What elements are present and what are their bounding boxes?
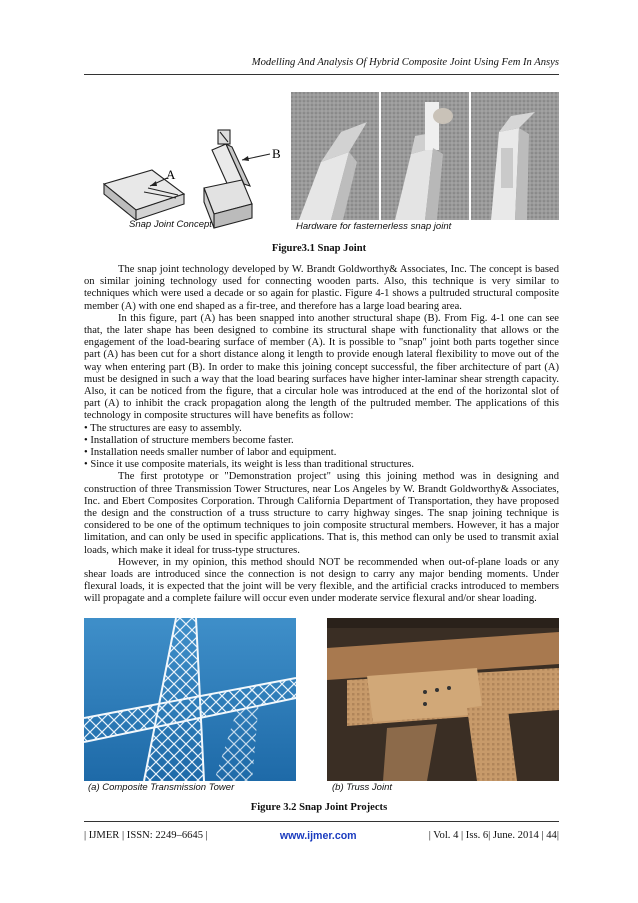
hardware-photo-strip [291,92,559,220]
hardware-photo-3 [471,92,559,220]
bullet-item: • Installation needs smaller number of labor and equipment. [84,447,337,459]
bullet-item: • Since it use composite materials, its weight is less than traditional structures. [84,459,414,471]
page-footer [84,830,559,842]
label-a: A [166,167,176,182]
footer-volume: | Vol. 4 | Iss. 6| June. 2014 | 44| [428,830,559,841]
footer-journal: | IJMER | ISSN: 2249–6645 | [84,830,208,841]
paragraph-4: However, in my opinion, this method should NOT be recommended when out-of-plane loads or any shear loads are introduced since the connection is not design to carry any major bending moments. Under flexural loads, it is expected that the joint will be very flexible, and the artificial cracks introduced to members will propagate and a complete failure will occur even under moderate service flexural and/or shear loading. [84,556,559,605]
paragraph-2: In this figure, part (A) has been snapped into another structural shape (B). From Fig. 4-1 one can see that, the later shape has been designed to combine its structural shape with functionality that allows or the engagement of the load-bearing surface of member (A). It is possible to "snap" joint both parts together since part (A) has been cut for a short distance along it length to provide enough lateral flexibility to move out of the way when entering part (B). In order to make this joining concept successful, the fiber architecture of part (A) must be designed in such a way that the load bearing surfaces have higher inter-laminar shear strength capacity. Also, it can be noticed from the figure, that a circular hole was introduced at the end of the horizontal slot of part (A) to inhibit the crack propagation along the length of the pultruded member. The applications of this technology in composite structures will have benefits as follow: [84,312,559,422]
header-rule [84,74,559,75]
truss-joint-photo [327,618,559,781]
hardware-caption: Hardware for fasternerless snap joint [296,221,452,232]
transmission-tower-photo [84,618,296,781]
label-b: B [272,146,281,161]
bullet-item: • The structures are easy to assembly. [84,422,242,434]
body-text [84,264,559,606]
snap-joint-concept-caption: Snap Joint Concept [129,219,212,230]
figure-3-2 [84,618,559,798]
footer-rule [84,821,559,822]
figure-3-2-caption: Figure 3.2 Snap Joint Projects [250,802,388,813]
tower-caption: (a) Composite Transmission Tower [88,782,235,793]
hardware-photo-1 [291,92,379,220]
footer-site-link[interactable]: www.ijmer.com [279,830,357,842]
truss-caption: (b) Truss Joint [332,782,393,793]
hardware-photo-2 [381,92,469,220]
figure-3-1 [84,92,559,240]
running-title: Modelling And Analysis Of Hybrid Composite Joint Using Fem In Ansys [251,57,559,68]
paragraph-1: The snap joint technology developed by W. Brandt Goldworthy& Associates, Inc. The concept is based on similar joining technology used for connecting wooden parts. Also, this technique is very similar to techniques which were used a decade or so again for plastic. Figure 4-1 shows a pultruded structural composite member (A) with one end shaped as a fir-tree, and therefore has a large load bearing area. [84,264,559,312]
paragraph-3: The first prototype or "Demonstration project" using this joining method was in designing and construction of three Transmission Tower Structures, near Los Angeles by W. Brandt Goldworthy& Associates, Inc. and Ebert Composites Corporation. Through California Department of Transportation, they have proposed the design and the construction of a truss structure to carry highway singes. The snap joining technique is considered to be one of the optimum techniques to join composite structural members. However, it has a major limitation, and can only be used in specific applications. That is, this method can only be used to transmit axial loads, which make it ideal for truss-type structures. [84,471,559,556]
figure-3-1-caption: Figure3.1 Snap Joint [271,243,367,254]
bullet-item: • Installation of structure members become faster. [84,434,294,446]
snap-joint-concept-drawing [92,122,292,232]
